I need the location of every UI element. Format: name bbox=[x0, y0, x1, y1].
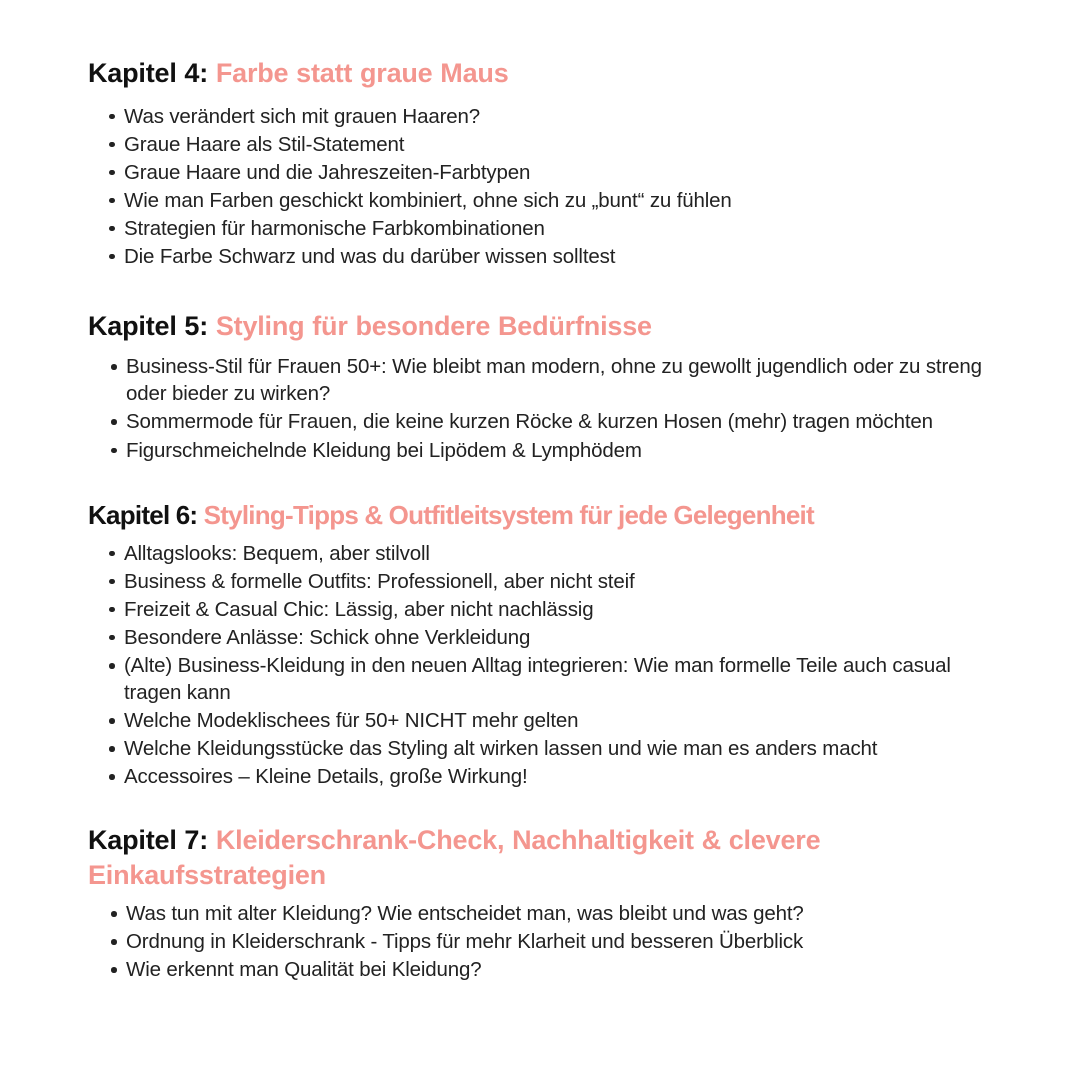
list-item: Accessoires – Kleine Details, große Wirkung! bbox=[88, 763, 992, 790]
chapter-heading-4 bbox=[88, 56, 992, 91]
chapter-items-6 bbox=[88, 540, 992, 790]
section-spacer bbox=[88, 791, 992, 823]
chapter-heading-5 bbox=[88, 309, 992, 344]
chapter-items-7 bbox=[88, 900, 992, 983]
chapter-items-5 bbox=[88, 353, 992, 463]
list-item: Was tun mit alter Kleidung? Wie entscheidet man, was bleibt und was geht? bbox=[88, 900, 992, 927]
section-spacer bbox=[88, 465, 992, 499]
chapter-label-7: Kapitel 7: bbox=[88, 825, 209, 856]
list-item: Graue Haare als Stil-Statement bbox=[88, 131, 992, 158]
section-spacer bbox=[88, 271, 992, 309]
chapter-section-7 bbox=[88, 823, 992, 983]
list-item: Ordnung in Kleiderschrank - Tipps für mehr Klarheit und besseren Überblick bbox=[88, 928, 992, 955]
list-item: Graue Haare und die Jahreszeiten-Farbtypen bbox=[88, 159, 992, 186]
list-item: Business-Stil für Frauen 50+: Wie bleibt man modern, ohne zu gewollt jugendlich oder zu streng oder bieder zu wirken? bbox=[88, 353, 992, 407]
list-item: (Alte) Business-Kleidung in den neuen Alltag integrieren: Wie man formelle Teile auch casual tragen kann bbox=[88, 652, 992, 706]
chapter-label-4: Kapitel 4: bbox=[88, 58, 209, 88]
list-item: Strategien für harmonische Farbkombinationen bbox=[88, 215, 992, 242]
chapter-items-4 bbox=[88, 103, 992, 270]
list-item: Figurschmeichelnde Kleidung bei Lipödem & Lymphödem bbox=[88, 437, 992, 464]
list-item: Alltagslooks: Bequem, aber stilvoll bbox=[88, 540, 992, 567]
chapter-section-5 bbox=[88, 309, 992, 464]
chapter-label-6: Kapitel 6: bbox=[88, 499, 198, 530]
chapter-title-5: Styling für besondere Bedürfnisse bbox=[215, 310, 652, 341]
list-item: Welche Modeklischees für 50+ NICHT mehr gelten bbox=[88, 707, 992, 734]
list-item: Die Farbe Schwarz und was du darüber wissen solltest bbox=[88, 243, 992, 270]
list-item: Freizeit & Casual Chic: Lässig, aber nicht nachlässig bbox=[88, 596, 992, 623]
list-item: Business & formelle Outfits: Professionell, aber nicht steif bbox=[88, 568, 992, 595]
chapter-section-4 bbox=[88, 56, 992, 270]
list-item: Besondere Anlässe: Schick ohne Verkleidung bbox=[88, 624, 992, 651]
chapter-label-5: Kapitel 5: bbox=[88, 310, 209, 341]
list-item: Sommermode für Frauen, die keine kurzen Röcke & kurzen Hosen (mehr) tragen möchten bbox=[88, 408, 992, 435]
chapter-title-7: Kleiderschrank-Check, Nachhaltigkeit & clevere Einkaufsstrategien bbox=[88, 825, 821, 890]
list-item: Wie erkennt man Qualität bei Kleidung? bbox=[88, 956, 992, 983]
chapter-title-4: Farbe statt graue Maus bbox=[215, 58, 509, 88]
chapter-heading-7 bbox=[88, 823, 992, 892]
list-item: Welche Kleidungsstücke das Styling alt wirken lassen und wie man es anders macht bbox=[88, 735, 992, 762]
list-item: Wie man Farben geschickt kombiniert, ohne sich zu „bunt“ zu fühlen bbox=[88, 187, 992, 214]
list-item: Was verändert sich mit grauen Haaren? bbox=[88, 103, 992, 130]
chapter-section-6 bbox=[88, 499, 992, 791]
chapter-title-6: Styling-Tipps & Outfitleitsystem für jede Gelegenheit bbox=[203, 499, 814, 530]
chapter-heading-6 bbox=[88, 499, 992, 532]
